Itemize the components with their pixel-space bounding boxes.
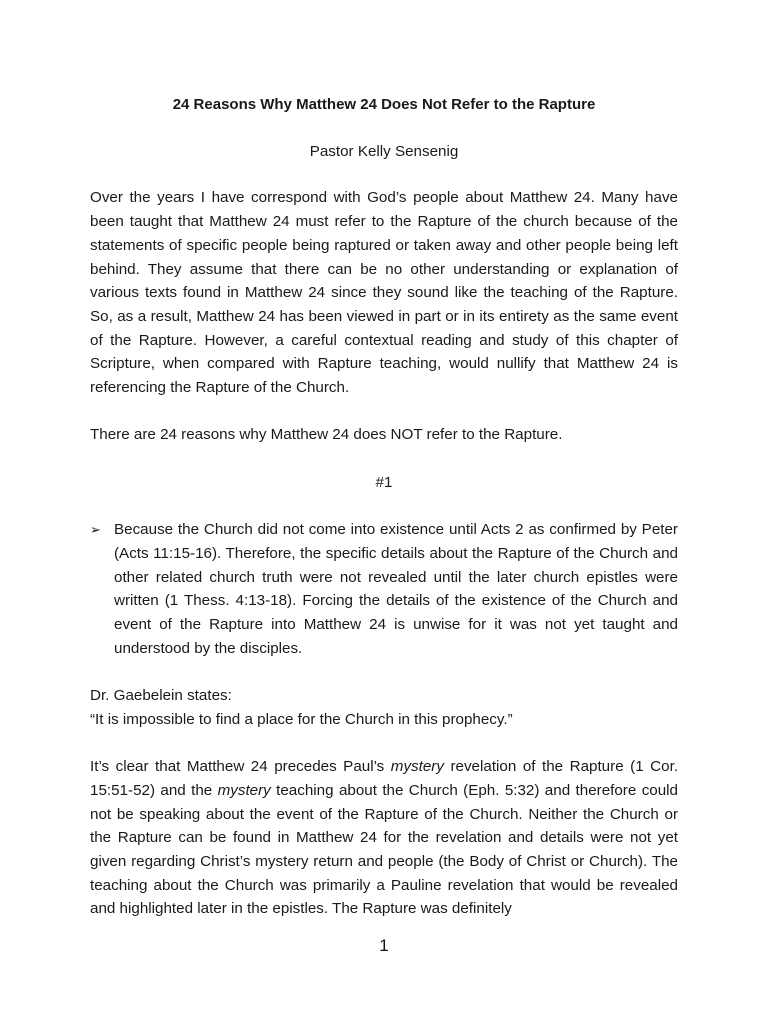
intro-paragraph: Over the years I have correspond with God’s people about Matthew 24. Many have been taught that Matthew 24 must refer to the Rapture of the church because of the statements of specific people being raptured or taken away and other people being left behind. They assume that there can be no other understanding or explanation of various texts found in Matthew 24 since they sound like the teaching of the Rapture. So, as a result, Matthew 24 has been viewed in part or in its entirety as the same event of the Rapture. However, a careful contextual reading and study of this chapter of Scripture, when compared with Rapture teaching, would nullify that Matthew 24 is referencing the Rapture of the Church.	[90, 189, 678, 397]
closing-paragraph	[90, 755, 678, 921]
document-page	[90, 93, 678, 945]
document-title: 24 Reasons Why Matthew 24 Does Not Refer to the Rapture	[172, 96, 596, 113]
reasons-intro-paragraph: There are 24 reasons why Matthew 24 does NOT refer to the Rapture.	[90, 426, 563, 444]
closing-emphasis-1: mystery	[390, 758, 444, 776]
closing-text-2: revelation of the Rapture (1 Cor. 15:51-52) and the	[90, 758, 679, 799]
reason-bullet-text: Because the Church did not come into existence until Acts 2 as confirmed by Peter (Acts 11:15-16). Therefore, the specific details about the Rapture of the Church and other related church truth were not revealed until the later church epistles were written (1 Thess. 4:13-18). Forcing the details of the existence of the Church and event of the Rapture into Matthew 24 is unwise for it was not yet taught and understood by the disciples.	[114, 521, 678, 657]
quote-attribution: Dr. Gaebelein states:	[90, 687, 232, 705]
page-number: 1	[379, 936, 389, 955]
quote-block	[90, 684, 678, 731]
quote-text: “It is impossible to find a place for the Church in this prophecy.”	[90, 710, 513, 728]
arrow-bullet-icon: ➢	[90, 522, 101, 538]
closing-text-3: teaching about the Church (Eph. 5:32) and therefore could not be speaking about the event of the Rapture of the Church. Neither the Church or the Rapture can be found in Matthew 24 for the revelation and details were not yet given regarding Christ’s mystery return and people (the Body of Christ or Church). The teaching about the Church was primarily a Pauline revelation that would be revealed and highlighted later in the epistles. The Rapture was definitely	[90, 781, 678, 918]
document-author: Pastor Kelly Sensenig	[309, 142, 459, 160]
section-number: #1	[375, 473, 393, 491]
closing-emphasis-2: mystery	[217, 781, 271, 799]
reason-bullet	[90, 518, 678, 660]
closing-text-1: It’s clear that Matthew 24 precedes Paul’s	[90, 758, 391, 776]
